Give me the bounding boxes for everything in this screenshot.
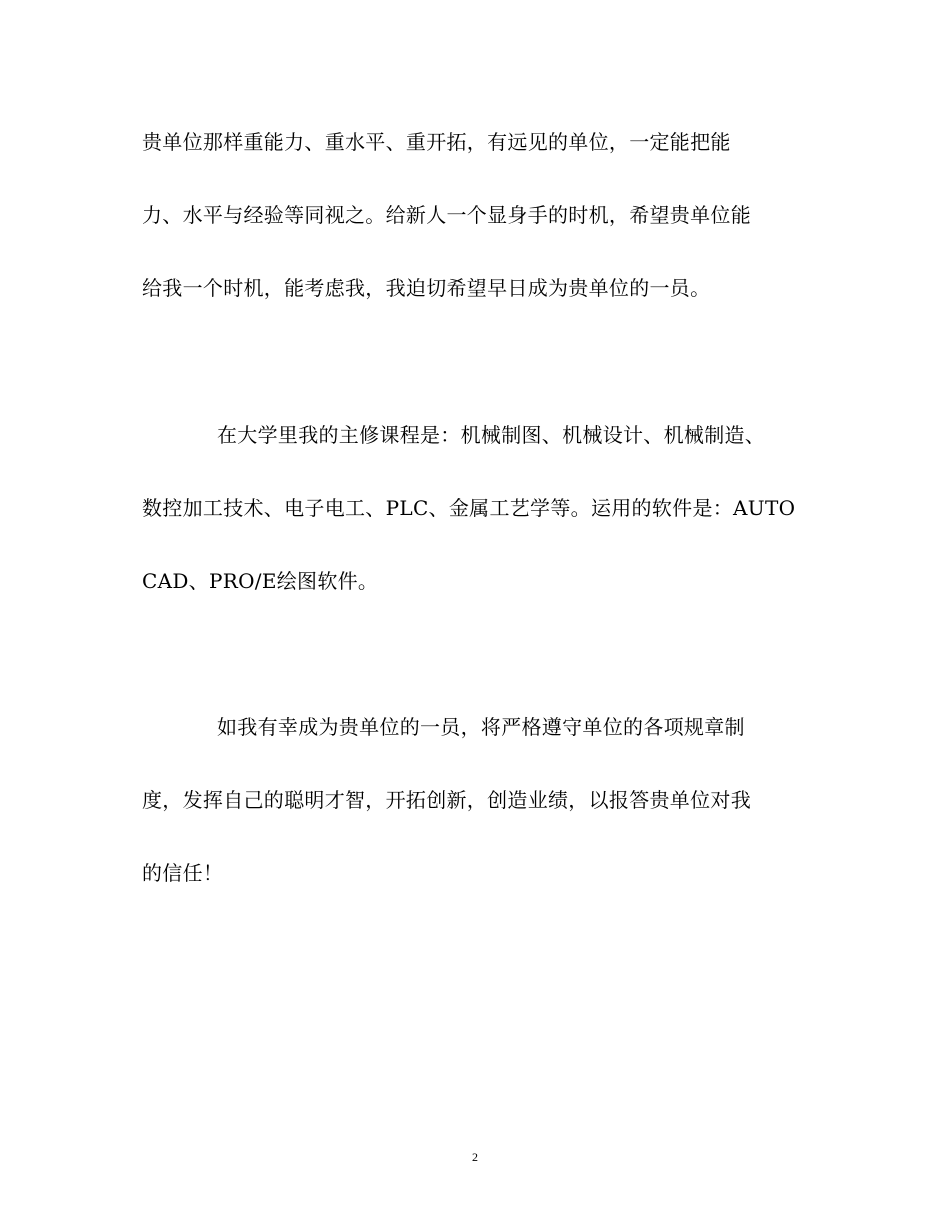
paragraph-2-line-2: 数控加工技术、电子电工、PLC、金属工艺学等。运用的软件是：AUTO bbox=[142, 496, 796, 520]
paragraph-1-line-2: 力、水平与经验等同视之。给新人一个显身手的时机，希望贵单位能 bbox=[142, 203, 751, 227]
paragraph-3-line-2: 度，发挥自己的聪明才智，开拓创新，创造业绩，以报答贵单位对我 bbox=[142, 788, 751, 812]
paragraph-2-line-3: CAD、PRO/E绘图软件。 bbox=[142, 569, 379, 593]
paragraph-1-line-3: 给我一个时机，能考虑我，我迫切希望早日成为贵单位的一员。 bbox=[142, 276, 711, 300]
page-number: 2 bbox=[472, 1150, 478, 1164]
paragraph-3-line-1: 如我有幸成为贵单位的一员，将严格遵守单位的各项规章制 bbox=[217, 715, 745, 739]
paragraph-1-line-1: 贵单位那样重能力、重水平、重开拓，有远见的单位，一定能把能 bbox=[142, 130, 731, 154]
paragraph-2-line-1: 在大学里我的主修课程是：机械制图、机械设计、机械制造、 bbox=[217, 423, 766, 447]
paragraph-3-line-3: 的信任！ bbox=[142, 861, 224, 885]
